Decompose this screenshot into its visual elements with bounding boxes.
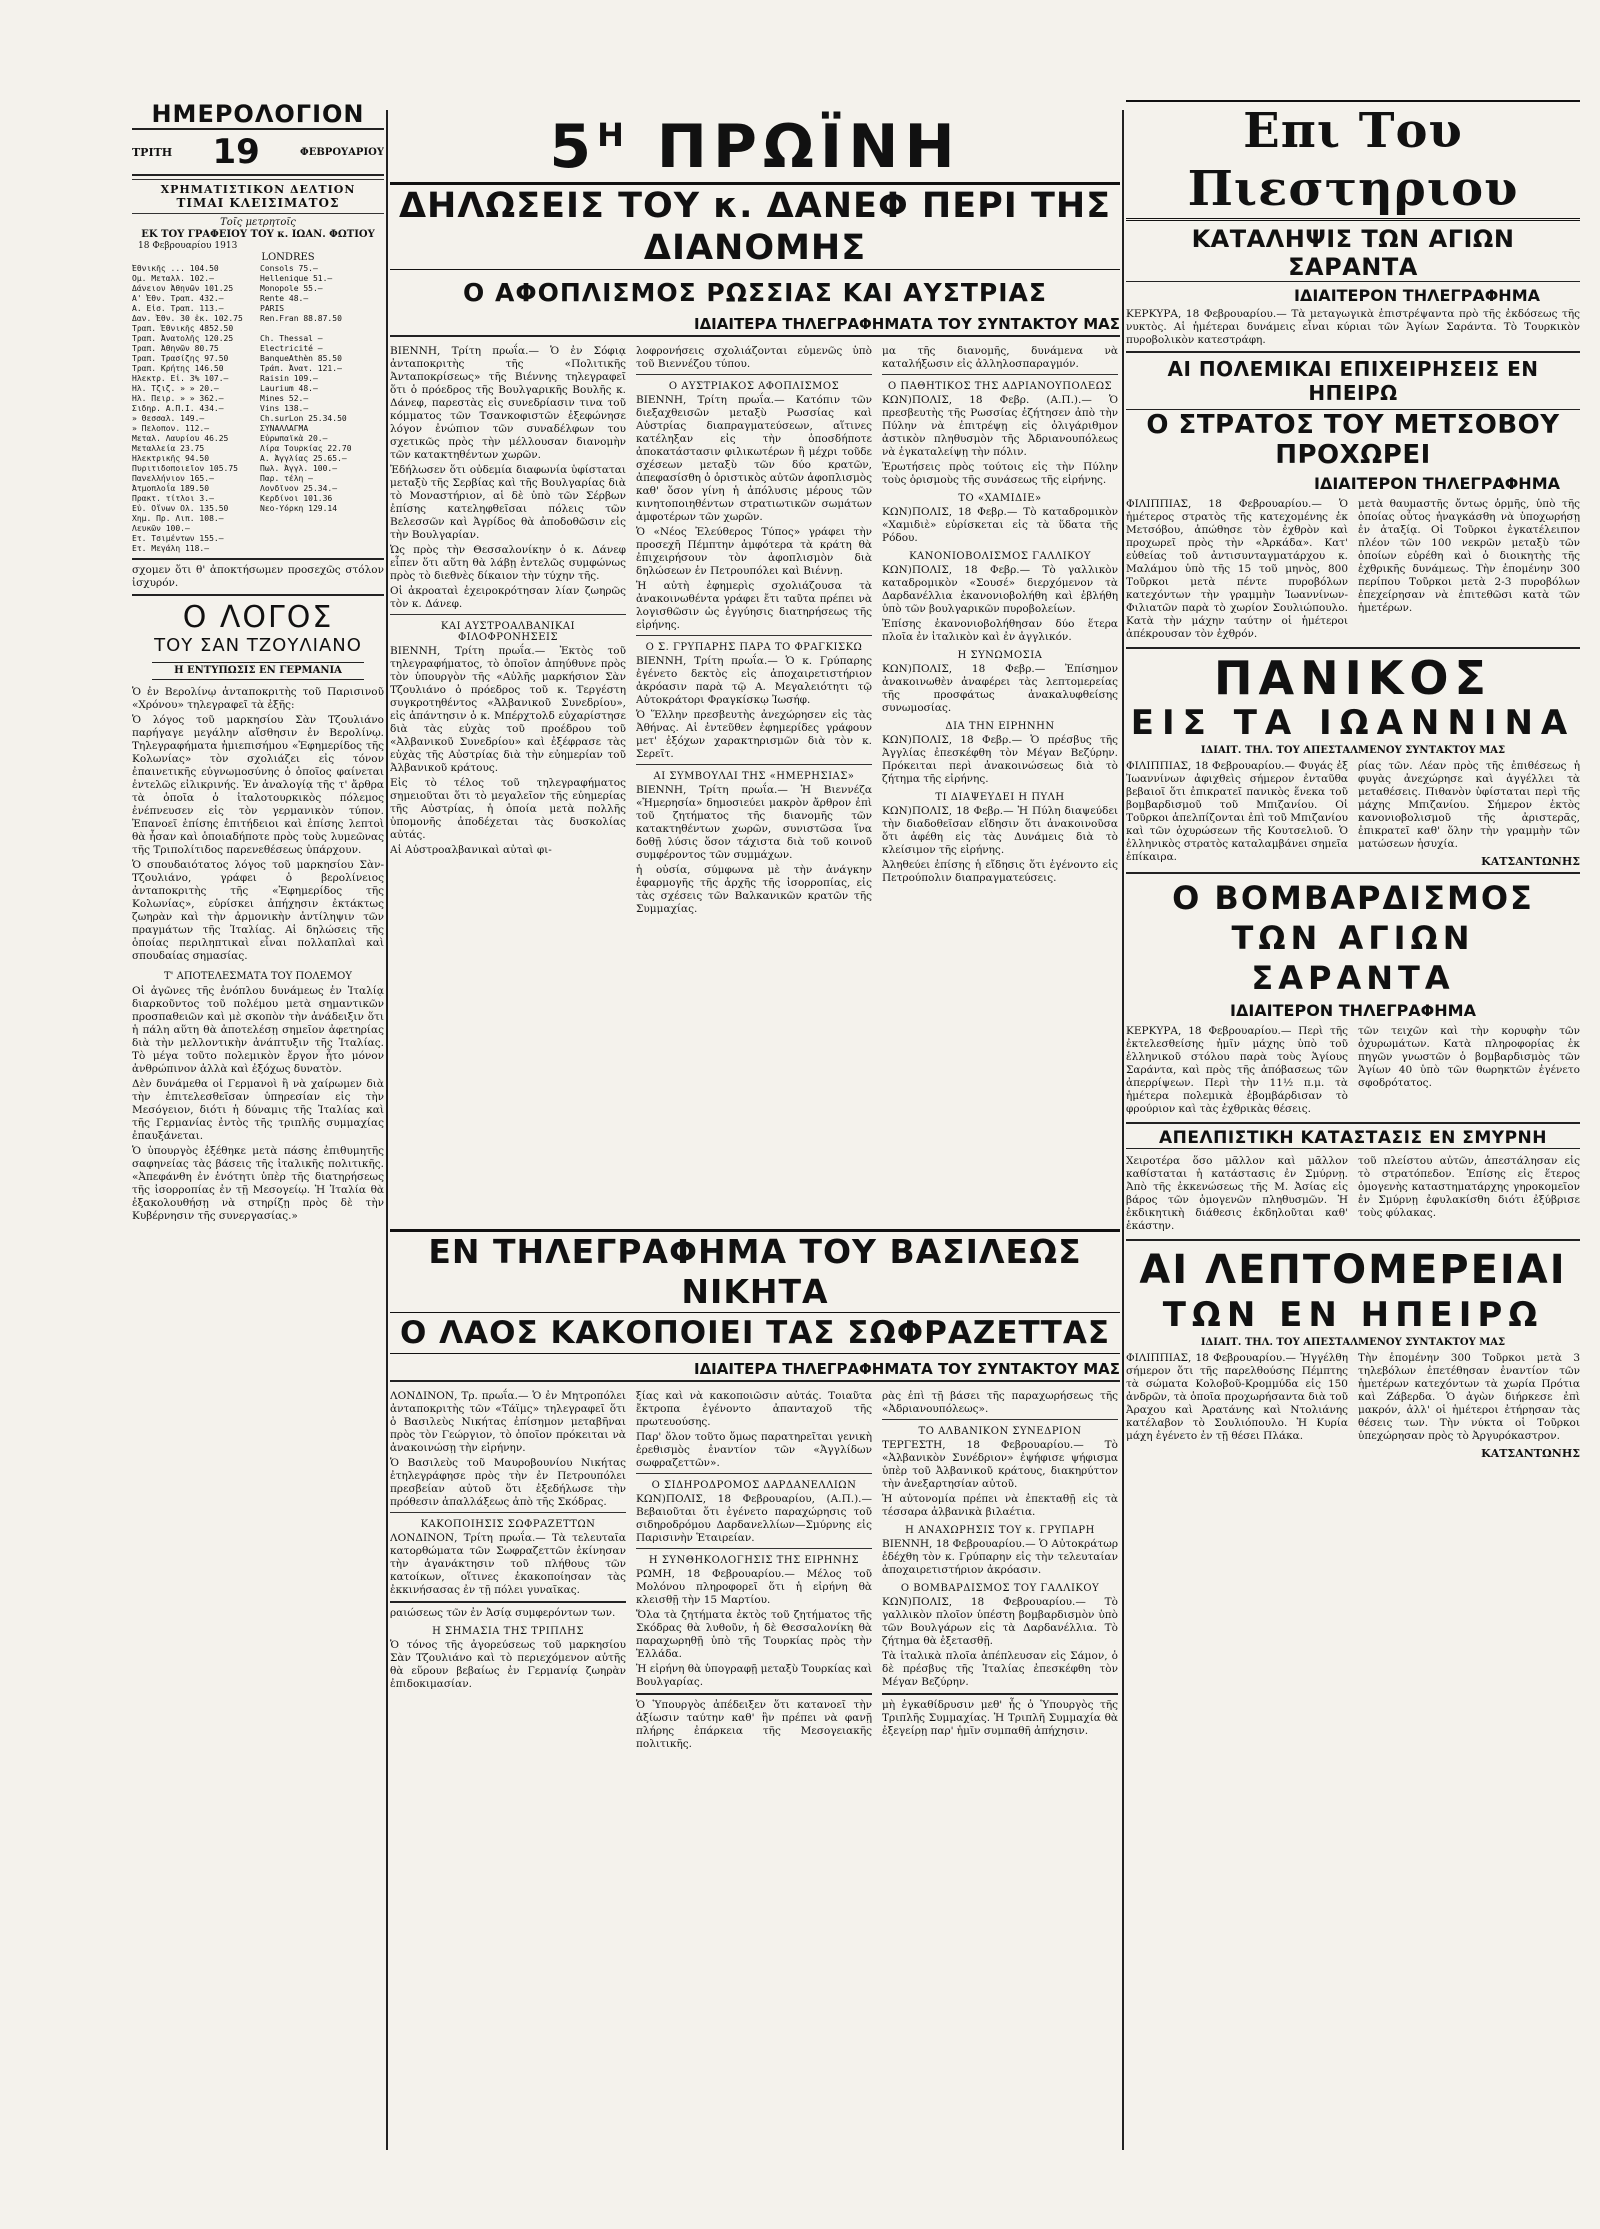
correspondent-line: ΙΔΙΑΙΤ. ΤΗΛ. ΤΟΥ ΑΠΕΣΤΑΛΜΕΝΟΥ ΣΥΝΤΑΚΤΟΥ ΜΑΣ [1200,745,1506,756]
article-paragraph: ΒΙΕΝΝΗ, Τρίτη πρωΐα.— Ὁ ἐν Σόφιᾳ ἀνταποκριτὴς τῆς «Πολιτικῆς Ἀνταποκρίσεως» τῆς Βιέννης τηλεγραφεῖ ὅτι ὁ πρόεδρος τῆς Βουλγαρικῆς Βουλῆς κ. Δάνεφ, παρεστὰς εἰς συνεδρίασιν τινα τοῦ κόμματος τῶν Τσανκοφιστῶν ἐξεφώνησε λόγον ἐνώπιον τῶν συναδέλφων του σχετικῶς πρὸς τὴν μέλλουσαν διανομὴν τῶν κατακτηθέντων χωρῶν. [390,345,626,461]
rates-table [132,264,384,554]
two-column-article [1126,1350,1580,1460]
rate-entry: Λονδῖνον 25.34.— [260,484,338,493]
rate-entry [260,534,384,544]
article-paragraph: Εἰς τὸ τέλος τοῦ τηλεγραφήματος σημειοῦται ὅτι τὸ μεγαλεῖον τῆς εὐημερίας τῆς Αὐστρίας, ἡ ὁποία μετὰ πολλῆς ὑπομονῆς ἀποδέχεται τὰς δυσκολίας αὐτάς. [390,777,626,841]
rate-entry: Α. Ἀγγλίας 25.65.— [260,454,347,463]
rate-entry: Τραπ. Ἐθνικῆς 4852.50 [132,324,234,333]
calendar-day: ΤΡΙΤΗ [132,145,173,159]
section-heading: ΑΙ ΣΥΜΒΟΥΛΑΙ ΤΗΣ «ΗΜΕΡΗΣΙΑΣ» [653,771,855,782]
article-paragraph: ΚΩΝ)ΠΟΛΙΣ, 18 Φεβρ. (Α.Π.).— Ὁ πρεσβευτὴς τῆς Ρωσσίας ἐζήτησεν ἀπὸ τὴν Πύλην νὰ ἐπιτρέψῃ εἰς ὀλιγάριθμον ἀστικὸν πληθυσμὸν τῆς Ἀδριανουπόλεως νὰ ἐγκαταλείψῃ τὴν πόλιν. [882,394,1118,458]
headline-smyrna: ΑΠΕΛΠΙΣΤΙΚΗ ΚΑΤΑΣΤΑΣΙΣ ΕΝ ΣΜΥΡΝΗ [1126,1128,1580,1149]
telegram-label: ΙΔΙΑΙΤΕΡΟΝ ΤΗΛΕΓΡΑΦΗΜΑ [1230,1001,1476,1020]
rate-entry: Πυριτιδοποιεῖον 105.75 [132,464,238,473]
two-column-article [1126,1023,1580,1118]
headline-capture: ΚΑΤΑΛΗΨΙΣ ΤΩΝ ΑΓΙΩΝ ΣΑΡΑΝΤΑ [1126,225,1580,282]
upper-article-block [390,343,1120,1223]
rate-entry [260,544,384,554]
headline-details: ΑΙ ΛΕΠΤΟΜΕΡΕΙΑΙ [1139,1247,1567,1293]
section-heading: Ο Σ. ΓΡΥΠΑΡΗΣ ΠΑΡΑ ΤΟ ΦΡΑΓΚΙΣΚΩ [645,642,863,653]
article-paragraph: μα τῆς διανομῆς, δυνάμενα νὰ καταλήξωσιν εἰς ἀλληλοσπαραγμόν. [882,345,1118,370]
rate-entry: Ch. Thessal — [260,334,323,343]
rate-entry: Λευκῶν 100.— [132,524,190,533]
exchange-source-line1: Τοῖς μετρητοῖς [220,217,296,228]
article-paragraph: ΛΟΝΔΙΝΟΝ, Τρ. πρωΐα.— Ὁ ἐν Μητροπόλει ἀνταποκριτὴς τῶν «Τάϊμς» τηλεγραφεῖ ὅτι ὁ Βασιλεὺς Νικήτας ἐπίσημον μεταβῆναι πρὸς τὸν Γεώργιον, τὸ ὁποῖον πρόκειται νὰ ἀνακοινώσῃ τὴν εἰρήνην. [390,1390,626,1454]
correspondent-line: ΙΔΙΑΙΤ. ΤΗΛ. ΤΟΥ ΑΠΕΣΤΑΛΜΕΝΟΥ ΣΥΝΤΑΚΤΟΥ ΜΑΣ [1200,1337,1506,1348]
rate-entry: Ἠλεκτρικῆς 94.50 [132,454,210,463]
article-paragraph: ΒΙΕΝΝΗ, Τρίτη πρωΐα.— Ἐκτὸς τοῦ τηλεγραφήματος, τὸ ὁποῖον ἀπηύθυνε πρὸς τὸν ὑπουργὸν τῆς «Αὐλῆς μαρκήσιον Σὰν Τζουλιάνο ὁ πρόεδρος τοῦ κ. Τεργέστη συγκροτηθέντος «Ἀλβανικοῦ Συνεδρίου», εἰς ἀπάντησιν ὁ κ. Μπέρχτολδ εὐχαρίστησε διὰ τὰς εὐχὰς τοῦ προέδρου τοῦ «Ἀλβανικοῦ Συνεδρίου» καὶ ἐξέφρασε τὰς εὐχὰς τῆς Αὐστρίας διὰ τὴν εὐημερίαν τοῦ Ἀλβανικοῦ κράτους. [390,645,626,774]
rate-entry: Μεταλλεία 23.75 [132,444,205,453]
headline-panic: ΠΑΝΙΚΟΣ [1214,651,1492,705]
left-column [132,100,384,2170]
intro-text: σχομεν ὅτι θ' ἀποκτήσωμεν προσεχῶς στόλον ἰσχυρόν. [132,564,384,589]
article-paragraph: ρίας τῶν. Λέαν πρὸς τῆς ἐπιθέσεως ἡ φυγὰς ἀνεχώρησε καὶ ἀγγέλλει τὰ μεταθέσεις. Πιθανὸν ὑφίσταται περὶ τῆς μάχης Μπιζανίου. Σήμερον ἐκτὸς κανονιοβολισμοῦ τῆς ἀριστερᾶς, ἐπικρατεῖ καθ' ὅλην τὴν γραμμὴν τῶν ματώσεων ἡσυχία. [1358,760,1580,850]
two-column-article [1126,758,1580,868]
column-rule [1122,110,1124,2150]
rate-entry: Νεο-Υόρκη 129.14 [260,504,338,513]
article-paragraph: ΦΙΛΙΠΠΙΑΣ, 18 Φεβρουαρίου.— Φυγάς ἐξ Ἰωαννίνων ἀφιχθεὶς σήμερον ἐνταῦθα βεβαιοῖ ὅτι ἐπικρατεῖ πανικὸς ἕνεκα τοῦ βομβαρδισμοῦ τοῦ Μπιζανίου. Οἱ Τοῦρκοι ἀπελπίζονται ἐπὶ τοῦ Μπιζανίου καὶ τῶν ὀχυρώσεων τῆς Κουτσελιοῦ. Ὁ ἑλληνικὸς στρατὸς καταλαμβάνει σημεῖα ἐπίκαιρα. [1126,760,1348,863]
masthead-number: 5 [549,112,598,182]
article-paragraph: τοῦ πλείστου αὐτῶν, ἀπεστάλησαν εἰς τὸ στρατόπεδον. Ἐπίσης εἰς ἕτερος ὁμογενὴς καταστηματάρχης γηροκομεῖον ἐν Σμύρνῃ ἐφυλακίσθη διότι ἐξύβρισε τοὺς φύλακας. [1358,1155,1580,1219]
section-heading: ΚΑΙ ΑΥΣΤΡΟΑΛΒΑΝΙΚΑΙ ΦΙΛΟΦΡΟΝΗΣΕΙΣ [440,621,576,643]
calendar-month: ΦΕΒΡΟΥΑΡΙΟΥ [300,146,384,158]
rate-entry: Ἠλ. Πειρ. » » 362.— [132,394,224,403]
rate-entry: Consols 75.— [260,264,318,273]
rate-entry: Ἀτμοπλοΐα 189.50 [132,484,210,493]
rate-entry: Τραπ. Τρασίζης 97.50 [132,354,229,363]
section-heading: ΤΟ ΑΛΒΑΝΙΚΟΝ ΣΥΝΕΔΡΙΟΝ [918,1426,1082,1437]
article-paragraph: Ἐρωτήσεις πρὸς τούτοις εἰς τὴν Πύλην τοὺς ὁρισμοὺς τῆς συνάσεως τῆς εἰρήνης. [882,461,1118,486]
rate-entry: Ετ. Τσιμέντων 155.— [132,534,224,543]
telegram-label: ΙΔΙΑΙΤΕΡΟΝ ΤΗΛΕΓΡΑΦΗΜΑ [1314,474,1560,493]
article-paragraph: ΚΩΝ)ΠΟΛΙΣ, 18 Φεβρ.— Τὸ καταδρομικὸν «Χαμιδιὲ» εὑρίσκεται εἰς τὰ ὕδατα τῆς Ρόδου. [882,506,1118,544]
rate-entry: Δάνειον Ἀθηνῶν 101.25 [132,284,234,293]
right-masthead: Επι Του Πιεστηριου [1126,100,1580,221]
headline-suffragettes: Ο ΛΑΟΣ ΚΑΚΟΠΟΙΕΙ ΤΑΣ ΣΩΦΡΑΖΕΤΤΑΣ [390,1313,1120,1354]
headline-epirus: ΤΩΝ ΕΝ ΗΠΕΙΡΩ [1162,1295,1544,1335]
rate-entry: Εὐ. Οἴνων Ολ. 135.50 [132,504,229,513]
section-heading: Η ΣΗΜΑΣΙΑ ΤΗΣ ΤΡΙΠΛΗΣ [432,1626,584,1637]
article-paragraph: Τὰ ἰταλικὰ πλοῖα ἀπέπλευσαν εἰς Σάμον, ὁ δὲ πρέσβυς τῆς Ἰταλίας ἐπεσκέφθη τὸν Μέγαν Βεζύρην. [882,1650,1118,1688]
sub-column-f [882,1388,1118,1740]
article-paragraph: μὴ ἐγκαθίδρυσιν μεθ' ἧς ὁ Ὑπουργὸς τῆς Τριπλῆς Συμμαχίας. Ἡ Τριπλῆ Συμμαχία θὰ ἐξεγείρῃ παρ' ἡμῖν συμπαθῆ ἀπήχησιν. [882,1699,1118,1737]
sub-column-d [390,1388,626,1693]
rate-entry: PARIS [260,304,285,313]
article-paragraph: λοφρονήσεις σχολιάζονται εὐμενῶς ὑπὸ τοῦ Βιεννέζου τύπου. [636,345,872,370]
article-paragraph: Ὁ ὑπουργὸς ἐξέθηκε μετὰ πάσης ἐπιθυμητῆς σαφηνείας τὰς βάσεις τῆς ἰταλικῆς πολιτικῆς. «Ἀπεφάνθη ἐν ἑνότητι ὑπὲρ τῆς διατηρήσεως τῆς ἰσορροπίας ἐν τῇ Μεσογείῳ. Ἡ Ἰταλία θὰ ἐξακολουθήσῃ νὰ στηρίζῃ πρὸς δὲ τὴν Κυβέρνησιν τῆς συνεργασίας.» [132,1145,384,1222]
article-paragraph: ΚΩΝ)ΠΟΛΙΣ, 18 Φεβρουαρίου.— Τὸ γαλλικὸν πλοῖον ὑπέστη βομβαρδισμὸν ὑπὸ τῶν Βουλγάρων εἰς τὰ Δαρδανέλλια. Τὸ ζήτημα θὰ ἐξετασθῇ. [882,1596,1118,1647]
rate-entry: Hellenique 51.— [260,274,333,283]
article-paragraph: ΚΕΡΚΥΡΑ, 18 Φεβρουαρίου.— Περὶ τῆς ἐκτελεσθείσης ἡμῖν μάχης ὑπὸ τοῦ ἑλληνικοῦ στόλου παρὰ τοὺς Ἁγίους Σαράντα, καὶ πρὸς τῆς ἀπόβασεως τῶν ἀπερρίψεων. Περὶ τὴν 11½ π.μ. τὰ ἡμέτερα πολεμικὰ ἐβομβάρδισαν τὸ φρούριον καὶ τὰς ἐχθρικὰς θέσεις. [1126,1025,1348,1115]
article-paragraph: Ἡ εἰρήνη θὰ ὑπογραφῇ μεταξὺ Τουρκίας καὶ Βουλγαρίας. [636,1663,872,1688]
article-paragraph: Ὡς πρὸς τὴν Θεσσαλονίκην ὁ κ. Δάνεφ εἶπεν ὅτι αὕτη θὰ λάβῃ ἐντελῶς συμφώνως πρὸς τὸ διεθνὲς δίκαιον τὴν τύχην τῆς. [390,544,626,582]
article-paragraph: ΚΕΡΚΥΡΑ, 18 Φεβρουαρίου.— Τὰ μεταγωγικὰ ἐπιστρέψαντα πρὸ τῆς ἐκδόσεως τῆς νυκτὸς. Αἱ ἡμέτεραι δυνάμεις εἶναι κύριαι τῶν Ἁγίων Σαράντα. Τὸ Τουρκικὸν πυροβολικὸν κατεστράφη. [1126,308,1580,346]
article-paragraph: ΒΙΕΝΝΗ, Τρίτη πρωΐα.— Ὁ κ. Γρύπαρης ἐγένετο δεκτὸς εἰς ἀποχαιρετιστήριον ἀκρόασιν παρὰ τῷ Α. Μεγαλειότητι τῷ Αὐτοκράτορι Φραγκίσκῳ Ἰωσήφ. [636,655,872,706]
article-paragraph: ΚΩΝ)ΠΟΛΙΣ, 18 Φεβρ.— Τὸ γαλλικὸν καταδρομικὸν «Σουσέ» διερχόμενον τὰ Δαρδανέλλια ἐκανονιοβολήθη καὶ ἐβλήθη ὑπὸ τῶν βουλγαρικῶν πυροβολείων. [882,564,1118,615]
rate-entry: Δαν. Ἐθν. 30 ἐκ. 102.75 [132,314,243,323]
rate-entry: Mines 52.— [260,394,309,403]
article-paragraph: Ὁ σπουδαιότατος λόγος τοῦ μαρκησίου Σὰν-Τζουλιάνο, γράφει ὁ βερολίνειος ἀνταποκριτὴς τῆς «Ἐφημερίδος τῆς Κολωνίας», εὑρίσκει ἀπήχησιν ἐκτάκτως ζωηρὰν καὶ τὴν ἀρμονικὴν ἀντίληψιν τῶν πραγμάτων τῆς Ἰταλίας. Αἱ δηλώσεις τῆς ὁποίας περιληπτικαὶ εἶναι πολλαπλαὶ καὶ σπουδαίας σημασίας. [132,859,384,962]
rate-entry: ΣΥΝΑΛΛΑΓΜΑ [260,424,309,433]
section-heading: ΑΙ ΠΟΛΕΜΙΚΑΙ ΕΠΙΧΕΙΡΗΣΕΙΣ ΕΝ ΗΠΕΙΡΩ [1167,357,1539,405]
rate-entry: Χημ. Πρ. Λιπ. 108.— [132,514,224,523]
sub-column-b [636,343,872,918]
rate-entry: Σιδηρ. Α.Π.Ι. 434.— [132,404,224,413]
article-paragraph: Ὁ ἐν Βερολίνῳ ἀνταποκριτὴς τοῦ Παρισινοῦ «Χρόνου» τηλεγραφεῖ τὰ ἑξῆς: [132,686,384,711]
rate-entry: Laurium 48.— [260,384,318,393]
rate-entry: Ch.surLon 25.34.50 [260,414,347,423]
rate-entry: Α' Ἐθν. Τραπ. 432.— [132,294,224,303]
article-paragraph: ΛΟΝΔΙΝΟΝ, Τρίτη πρωΐα.— Τὰ τελευταῖα κατορθώματα τῶν Σωφραζεττῶν ἐκίνησαν τὴν ἀγανάκτησιν τοῦ πλήθους τῶν κατοίκων, οἵτινες ἐκακοποίησαν τὰς ἐκκινήσασας ἐν τῇ πόλει γυναῖκας. [390,1532,626,1596]
rate-entry: Τραπ. Ἀθηνῶν 80.75 [132,344,219,353]
masthead-word: ΠΡΩΪΝΗ [656,112,961,182]
article-paragraph: ΤΕΡΓΕΣΤΗ, 18 Φεβρουαρίου.— Τὸ «Ἀλβανικὸν Συνέδριον» ἐψήφισε ψήφισμα ὑπὲρ τοῦ Ἀλβανικοῦ κράτους, διακηρύττον τὴν ἀνεξαρτησίαν αὐτοῦ. [882,1439,1118,1490]
section-heading: ΔΙΑ ΤΗΝ ΕΙΡΗΝΗΝ [945,721,1055,732]
article-paragraph: Χειροτέρα ὅσο μᾶλλον καὶ μᾶλλον καθίσταται ἡ κατάστασις ἐν Σμύρνῃ. Ἀπὸ τῆς ἐκκενώσεως τῆς Μ. Ἀσίας εἰς βάρος τῶν ὁμογενῶν πληθυσμῶν. Ἡ ἐκδικητικὴ διάθεσις ἐκδηλοῦται καθ' ἑκάστην. [1126,1155,1348,1232]
article-paragraph: τῶν τειχῶν καὶ τὴν κορυφὴν τῶν ὀχυρωμάτων. Κατὰ πληροφορίας ἐκ πηγῶν γνωστῶν ὁ βομβαρδισμὸς τῶν Ἁγίων 40 ὑπὸ τῶν θωρηκτῶν ἐγένετο σφοδρότατος. [1358,1025,1580,1089]
rate-entry: Ἠλεκτρ. Εἰ. 3% 107.— [132,374,229,383]
signature: ΚΑΤΣΑΝΤΩΝΗΣ [1481,855,1580,868]
rate-entry: BanqueAthèn 85.50 [260,354,342,363]
article-paragraph: Ἡ αὐτονομία πρέπει νὰ ἐπεκταθῇ εἰς τὰ τέσσαρα ἀλβανικὰ βιλαέτια. [882,1493,1118,1518]
rate-entry: Λίρα Τουρκίας 22.70 [260,444,352,453]
headline-disarmament: Ο ΑΦΟΠΛΙΣΜΟΣ ΡΩΣΣΙΑΣ ΚΑΙ ΑΥΣΤΡΙΑΣ [463,278,1047,307]
exchange-title: ΧΡΗΜΑΤΙΣΤΙΚΟΝ ΔΕΛΤΙΟΝ [160,183,356,196]
telegram-bar: ΙΔΙΑΙΤΕΡΑ ΤΗΛΕΓΡΑΦΗΜΑΤΑ ΤΟΥ ΣΥΝΤΑΚΤΟΥ ΜΑΣ [390,1360,1120,1382]
section-heading: Ο ΒΟΜΒΑΡΔΙΣΜΟΣ ΤΟΥ ΓΑΛΛΙΚΟΥ [900,1583,1100,1594]
rate-entry: Κερδίνοι 101.36 [260,494,333,503]
rate-entry: Raisin 109.— [260,374,318,383]
rate-entry [260,514,384,524]
calendar-title: ΗΜΕΡΟΛΟΓΙΟΝ [151,100,365,128]
article-paragraph: ΒΙΕΝΝΗ, Τρίτη πρωΐα.— Ἡ Βιεννέζα «Ἡμερησία» δημοσιεύει μακρὸν ἄρθρον ἐπὶ τοῦ ζητήματος τῆς διανομῆς τῶν κατακτηθέντων χωρῶν, συνιστῶσα ἵνα δοθῇ λύσις ὅσον τάχιστα διὰ τοῦ κοινοῦ συμφέροντος τῶν συμμάχων. [636,784,872,861]
article-paragraph: Παρ' ὅλον τοῦτο ὅμως παρατηρεῖται γενικὴ ἐρεθισμὸς ἐναντίον τῶν «Ἀγγλίδων σωφραζεττῶν». [636,1431,872,1469]
article-paragraph: Ὁ τόνος τῆς ἀγορεύσεως τοῦ μαρκησίου Σὰν Τζουλιάνο καὶ τὸ περιεχόμενον αὐτῆς θὰ εὕρουν βεβαίως ἐν Γερμανίᾳ ζωηρὰν ἐπιδοκιμασίαν. [390,1639,626,1690]
section-heading: Η ΑΝΑΧΩΡΗΣΙΣ ΤΟΥ κ. ΓΡΥΠΑΡΗ [905,1525,1095,1536]
article-paragraph: Αἱ Αὐστροαλβανικαὶ αὐταὶ φι- [390,844,552,856]
telegram-bar: ΙΔΙΑΙΤΕΡΑ ΤΗΛΕΓΡΑΦΗΜΑΤΑ ΤΟΥ ΣΥΝΤΑΚΤΟΥ ΜΑΣ [390,315,1120,337]
exchange-subtitle: ΤΙΜΑΙ ΚΛΕΙΣΙΜΑΤΟΣ [176,196,340,210]
headline-ioannina: ΕΙΣ ΤΑ ΙΩΑΝΝΙΝΑ [1130,703,1576,743]
results-heading: Τ' ΑΠΟΤΕΛΕΣΜΑΤΑ ΤΟΥ ΠΟΛΕΜΟΥ [164,971,352,982]
section-heading: ΚΑΚΟΠΟΙΗΣΙΣ ΣΩΦΡΑΖΕΤΤΩΝ [420,1519,596,1530]
headline-metsovo: Ο ΣΤΡΑΤΟΣ ΤΟΥ ΜΕΤΣΟΒΟΥ ΠΡΟΧΩΡΕΙ [1126,409,1580,470]
section-heading: Ο ΑΥΣΤΡΙΑΚΟΣ ΑΦΟΠΛΙΣΜΟΣ [668,381,840,392]
two-column-article [1126,1153,1580,1235]
logos-section-heading: Η ΕΝΤΥΠΩΣΙΣ ΕΝ ΓΕΡΜΑΝΙΑ [152,662,364,680]
article-paragraph: ΦΙΛΙΠΠΙΑΣ, 18 Φεβρουαρίου.— Ἠγγέλθη σήμερον ὅτι τῆς παρελθούσης Πέμπτης τὰ σώματα Κολοβοῦ-Κρομμύδα εἰς 150 ἀνδρῶν, τὰ ὁποῖα προχωρήσαντα διὰ τοῦ Ἀραχου καὶ Ἀρατάνης καὶ Ντολιάνης κατέλαβον τὸ Σουλιόπουλο. Ἡ Κυρία μάχη ἐγένετο ἐν τῇ θέσει Πλάκα. [1126,1352,1348,1442]
section-heading: Ο ΣΙΔΗΡΟΔΡΟΜΟΣ ΔΑΡΔΑΝΕΛΛΙΩΝ [651,1480,857,1491]
rate-entry: Rente 48.— [260,294,309,303]
article-paragraph: Τὴν ἑπομένην 300 Τοῦρκοι μετὰ 3 τηλεβόλων ἐπετέθησαν ἐναντίον τῶν ἡμετέρων κατεχόντων τὰ χωρία Πρότια καὶ Ζάβερδα. Ὁ ἀγὼν διήρκεσε ἐπὶ μακρόν, ἀλλ' οἱ ἡμέτεροι ἐτήρησαν τὰς θέσεις των. Τὴν νύκτα οἱ Τοῦρκοι ὑπεχώρησαν πρὸς τὸ Ἀργυρόκαστρον. [1358,1352,1580,1442]
rate-entry: Ἠλ. Τζιζ. » » 20.— [132,384,219,393]
calendar-date-number: 19 [212,132,260,172]
calendar-date-row [132,128,384,176]
rate-entry: Εὐρωπαϊκὰ 20.— [260,434,328,443]
rate-entry: Α. Εἰσ. Τραπ. 113.— [132,304,224,313]
rate-entry: Ren.Fran 88.87.50 [260,314,342,323]
sub-column-c [882,343,1118,887]
rate-entry: Τραπ. Κρήτης 146.50 [132,364,224,373]
market-title: LONDRES [261,252,315,263]
article-paragraph: ΦΙΛΙΠΠΙΑΣ, 18 Φεβρουαρίου.— Ὁ ἡμέτερος στρατὸς τῆς κατεχομένης ἐκ Μετσόβου, ἀπώθησε τὸν ἐχθρὸν καὶ προχωρεῖ πρὸς τὴν «Ἀρκάδα». Κατ' εὐθείας τοῦ ἀντισυνταγματάρχου κ. Μαλάμου ὑπὸ τῆς 15 τοῦ μηνὸς, 800 Τοῦρκοι μετὰ πέντε πυροβόλων κατεχόντων τὴν γραμμὴν Ἰωαννίνων-Φιλιατῶν παρὰ τὸ χωρίον Σουλιώπουλο. Κατὰ τὴν μάχην ταύτην οἱ ἡμέτεροι ἀπέκρουσαν τὸν ἐχθρόν. [1126,498,1348,640]
rate-entry: Πωλ. Ἀγγλ. 100.— [260,464,338,473]
article-paragraph: Οἱ ἀκροαταὶ ἐχειροκρότησαν λίαν ζωηρῶς τὸν κ. Δάνεφ. [390,585,626,610]
exchange-date: 18 Φεβρουαρίου 1913 [138,241,238,251]
section-heading: Η ΣΥΝΘΗΚΟΛΟΓΗΣΙΣ ΤΗΣ ΕΙΡΗΝΗΣ [648,1555,860,1566]
article-paragraph: Ὁ Ἕλλην πρεσβευτὴς ἀνεχώρησεν εἰς τὰς Ἀθήνας. Αἱ ἐντεῦθεν ἐφημερίδες γράφουν μετ' ἐξόχων χαρακτηρισμῶν διὰ τὸν κ. Σερεῖτ. [636,709,872,760]
section-heading: ΤΙ ΔΙΑΨΕΥΔΕΙ Η ΠΥΛΗ [935,792,1065,803]
signature: ΚΑΤΣΑΝΤΩΝΗΣ [1481,1447,1580,1460]
article-paragraph: ΚΩΝ)ΠΟΛΙΣ, 18 Φεβρ.— Ὁ πρέσβυς τῆς Ἀγγλίας ἐπεσκέφθη τὸν Μέγαν Βεζύρην. Πρόκειται περὶ ἀνακοινώσεως διὰ τὸ ζήτημα τῆς εἰρήνης. [882,734,1118,785]
article-paragraph: Δὲν δυνάμεθα οἱ Γερμανοὶ ἢ νὰ χαίρωμεν διὰ τὴν ἐπιτελεσθεῖσαν ὑπηρεσίαν εἰς τὴν Μεσόγειον, διότι ἡ δύναμις τῆς Ἰταλίας καὶ τῆς Γερμανίας ἐντὸς τῆς τριπλῆς συμμαχίας ἐπαυξάνεται. [132,1078,384,1142]
article-paragraph: ραιώσεως τῶν ἐν Ἀσίᾳ συμφερόντων των. [390,1607,616,1619]
article-paragraph: μετὰ θαυμαστῆς ὄντως ὁρμῆς, ὑπὸ τῆς ὁποίας οὗτος ἠναγκάσθη νὰ ὑποχωρήσῃ ἐν ἀταξίᾳ. Οἱ Τοῦρκοι ἐγκατέλειπον πλέον τῶν 100 νεκρῶν μεταξὺ τῶν ὁποίων εὐρέθη καὶ ὁ διοικητὴς τῆς ἐχθρικῆς δυνάμεως. Τὴν ἑπομένην 300 περίπου Τοῦρκοι μετὰ 2-3 πυροβόλων ἐπεχείρησαν νὰ ἐπιτεθῶσι κατὰ τῶν ἡμετέρων. [1358,498,1580,614]
headline-agioi-saranta: ΤΩΝ ΑΓΙΩΝ ΣΑΡΑΝΤΑ [1231,919,1475,997]
article-paragraph: ρὰς ἐπὶ τῇ βάσει τῆς παραχωρήσεως τῆς «Ἀδριανουπόλεως». [882,1390,1118,1415]
rate-entry: Tράπ. Ἀνατ. 121.— [260,364,342,373]
column-rule [386,110,388,2150]
article-paragraph: ΡΩΜΗ, 18 Φεβρουαρίου.— Μέλος τοῦ Μολόνου πληροφορεῖ ὅτι ἡ εἰρήνη θὰ κλεισθῇ τὴν 15 Μαρτίου. [636,1568,872,1606]
rate-entry: Ετ. Μεγάλη 118.— [132,544,210,553]
exchange-source-line2: ΕΚ ΤΟΥ ΓΡΑΦΕΙΟΥ ΤΟΥ κ. ΙΩΑΝ. ΦΩΤΙΟΥ [141,229,375,240]
rate-entry: Πανελλήνιον 165.— [132,474,214,483]
headline-king-nikita: ΕΝ ΤΗΛΕΓΡΑΦΗΜΑ ΤΟΥ ΒΑΣΙΛΕΩΣ ΝΙΚΗΤΑ [390,1229,1120,1313]
section-heading: Η ΣΥΝΩΜΟΣΙΑ [957,650,1043,661]
article-paragraph: ἡ οὐσία, σύμφωνα μὲ τὴν ἀνάγκην ἐφαρμογῆς τῆς ἀρχῆς τῆς ἰσορροπίας, εἰς τὰς σχέσεις τῶν Βαλκανικῶν κρατῶν τῆς Συμμαχίας. [636,864,872,915]
rate-entry: Ομ. Μεταλλ. 102.— [132,274,214,283]
article-paragraph: ΚΩΝ)ΠΟΛΙΣ, 18 Φεβρ.— Ἡ Πύλη διαψεύδει τὴν διαδοθεῖσαν εἴδησιν ὅτι ἀνακοινοῦσα ὅτι ἀφέθη εἰς τὰς Δυνάμεις διὰ τὸ κλείσιμον τῆς εἰρήνης. [882,805,1118,856]
rate-entry [260,524,384,534]
section-heading: ΚΑΝΟΝΙΟΒΟΛΙΣΜΟΣ ΓΑΛΛΙΚΟΥ [909,551,1091,562]
rate-entry: Μεταλ. Λαυρίου 46.25 [132,434,229,443]
rate-entry: Ἐθνικῆς ... 104.50 [132,264,219,273]
article-paragraph: Ἐπίσης ἐκανονιοβολήθησαν δύο ἕτερα πλοῖα ἐν ἰταλικὸν καὶ ἐν ἀγγλικόν. [882,618,1118,643]
masthead-superscript: Η [597,116,630,154]
middle-column [390,100,1120,2170]
headline-danef: ΔΗΛΩΣΕΙΣ ΤΟΥ κ. ΔΑΝΕΦ ΠΕΡΙ ΤΗΣ ΔΙΑΝΟΜΗΣ [390,182,1120,270]
article-paragraph: Ἐδήλωσεν ὅτι οὐδεμία διαφωνία ὑφίσταται μεταξὺ τῆς Σερβίας καὶ τῆς Βουλγαρίας διὰ τὸ Μοναστήριον, αἱ δὲ ὑπὸ τῶν Σέρβων ἐπίσης κατεληφθεῖσαι πόλεις τῶν Βελεσσῶν καὶ Ἀγρίδος θὰ ἀποδοθῶσιν εἰς τὴν Βουλγαρίαν. [390,464,626,541]
rate-entry: » Θεσσαλ. 149.— [132,414,205,423]
rate-entry: Πρακτ. τίτλοι 3.— [132,494,214,503]
telegram-label: ΙΔΙΑΙΤΕΡΟΝ ΤΗΛΕΓΡΑΦΗΜΑ [1294,286,1540,305]
rate-entry: Electricité — [260,344,323,353]
section-heading: Ο ΠΑΘΗΤΙΚΟΣ ΤΗΣ ΑΔΡΙΑΝΟΥΠΟΛΕΩΣ [887,381,1113,392]
article-paragraph: ΒΙΕΝΝΗ, Τρίτη πρωΐα.— Κατόπιν τῶν διεξαχθεισῶν μεταξὺ Ρωσσίας καὶ Αὐστρίας διαπραγματεύσεων, αἵτινες κατέληξαν εἰς τὴν ὁποσδήποτε ἀποκατάστασιν φιλικωτέρων ἢ μέχρι τοῦδε σχέσεων μεταξὺ τῶν δύο κρατῶν, ἀπεφασίσθη ὁ ὁριστικὸς αὐτῶν ἀφοπλισμὸς καθ' ὅσον γίνη ἡ ἀπόλυσις μέρους τῶν κινητοποιηθέντων στρατιωτικῶν σωμάτων ἀμφοτέρων τῶν χωρῶν. [636,394,872,523]
article-paragraph: Ἀληθεύει ἐπίσης ἡ εἴδησις ὅτι ἐγένοντο εἰς Πετρούπολιν διαπραγματεύσεις. [882,859,1118,884]
rate-entry: Vins 138.— [260,404,309,413]
rate-entry: Τραπ. Ἀνατολῆς 120.25 [132,334,234,343]
headline-bombardment: Ο ΒΟΜΒΑΡΔΙΣΜΟΣ [1172,879,1534,917]
article-paragraph: Ὁ Ὑπουργὸς ἀπέδειξεν ὅτι κατανοεῖ τὴν ἀξίωσιν ταύτην καθ' ἣν πρέπει νὰ φανῇ πλήρης ἐπάρκεια τῆς Μεσογειακῆς πολιτικῆς. [636,1699,872,1750]
logos-subtitle: ΤΟΥ ΣΑΝ ΤΖΟΥΛΙΑΝΟ [154,635,362,656]
rate-entry [260,324,384,334]
section-heading: ΤΟ «ΧΑΜΙΔΙΕ» [958,493,1042,504]
rate-entry: Monopole 55.— [260,284,323,293]
article-paragraph: ΒΙΕΝΝΗ, 18 Φεβρουαρίου.— Ὁ Αὐτοκράτωρ ἐδέχθη τὸν κ. Γρύπαρην εἰς τὴν τελευταίαν ἀποχαιρετιστήριον ἀκρόασιν. [882,1538,1118,1576]
article-paragraph: ΚΩΝ)ΠΟΛΙΣ, 18 Φεβρ.— Ἐπίσημον ἀνακοινωθὲν ἀναφέρει τὰς λεπτομερείας τῆς προσφάτως ἀνακαλυφθείσης συνωμοσίας. [882,663,1118,714]
article-paragraph: Οἱ ἀγῶνες τῆς ἐνόπλου δυνάμεως ἐν Ἰταλίᾳ διαρκοῦντος τοῦ πολέμου μετὰ σημαντικῶν προσπαθειῶν καὶ μὲ σκοπὸν τὴν ἀνάδειξιν ὅτι ἡ πάλη αὕτη θὰ ἀποτελέσῃ σημεῖον ἀφετηρίας διὰ τὴν μελλοντικὴν ἀνάπτυξιν τῆς Ἰταλίας. Τὸ μέγα τοῦτο πολεμικὸν ἔργον ἦτο μόνον ἀνθρώπινον ἀλλὰ καὶ ἐξόχως δυνατὸν. [132,985,384,1075]
newspaper-page [20,20,1580,2189]
article-paragraph: Ἡ αὐτὴ ἐφημερὶς σχολιάζουσα τὰ ἀνακοινωθέντα γράφει ἔτι ταῦτα πρέπει νὰ λογισθῶσιν ὡς ἐγγύησις διατηρήσεως τῆς εἰρήνης. [636,580,872,631]
sub-column-e [636,1388,872,1753]
rate-entry: Παρ. τέλη — [260,474,313,483]
logos-title: Ο ΛΟΓΟΣ [182,600,334,635]
right-column [1126,100,1580,2170]
article-paragraph: Ὁ λόγος τοῦ μαρκησίου Σὰν Τζουλιάνο παρήγαγε μεγάλην αἴσθησιν ἐν Βερολίνῳ. Τηλεγραφήματα ἡμιεπισήμου «Ἐφημερίδος τῆς Κολωνίας» τὸν σχολιάζει εἰς τόνον ἐπαινετικῆς εὐγνωμοσύνης ὁ ὁποῖος φαίνεται ἐντελῶς εἰλικρινής. Ἐν ἀναλογίᾳ τῆς τ' ἄρθρα τὰ ὁποῖα ὁ ἰταλοτουρκικὸς πόλεμος ἐνέπνευσεν εἰς τὸν γερμανικὸν τύπον. Ἐπανοεῖ ἐπίσης ἐπιτήδειοι καὶ ἐπίσης λεπτοὶ θὰ ἦσαν καὶ ὁποιαδήποτε πρὸς τοὺς λυμεῶνας τῆς Τριπολίτιδος παρενεθέσεως ὑπάρχουν. [132,714,384,856]
article-paragraph: Ὁ «Νέος Ἐλεύθερος Τύπος» γράφει τὴν προσεχῆ Πέμπτην ἀμφότερα τὰ κράτη θὰ ἐπιχειρήσουν τὸν ἀφοπλισμὸν διὰ δηλώσεων ἐν Πετρουπόλει καὶ Βιέννῃ. [636,526,872,577]
lower-article-block [390,1388,1120,2170]
two-column-article [1126,496,1580,643]
rate-entry: » Πελοπον. 112.— [132,424,210,433]
article-paragraph: Ὅλα τὰ ζητήματα ἐκτὸς τοῦ ζητήματος τῆς Σκόδρας θὰ λυθοῦν, ἡ δὲ Θεσσαλονίκη θὰ παραχωρηθῇ ὑπὸ τῆς Τουρκίας πρὸς τὴν Ἑλλάδα. [636,1609,872,1660]
article-paragraph: Ὁ Βασιλεὺς τοῦ Μαυροβουνίου Νικήτας ἐτηλεγράφησε πρὸς τὴν ἐν Πετρουπόλει πρεσβείαν αὐτοῦ ὅτι ἐξεδήλωσε τὴν πρόθεσιν ἀπαλλάξεως ἀπὸ τῆς Σκόδρας. [390,1457,626,1508]
masthead [390,100,1120,182]
article-paragraph: ξίας καὶ νὰ κακοποιῶσιν αὐτάς. Τοιαῦτα ἔκτροπα ἐγένοντο ἀπανταχοῦ τῆς πρωτευούσης. [636,1390,872,1428]
article-paragraph: ΚΩΝ)ΠΟΛΙΣ, 18 Φεβρουαρίου, (Α.Π.).— Βεβαιοῦται ὅτι ἐγένετο παραχώρησις τοῦ σιδηροδρόμου Δαρδανελλίων—Σμύρνης εἰς Παρισινὴν Ἑταιρείαν. [636,1493,872,1544]
sub-column-a [390,343,626,859]
